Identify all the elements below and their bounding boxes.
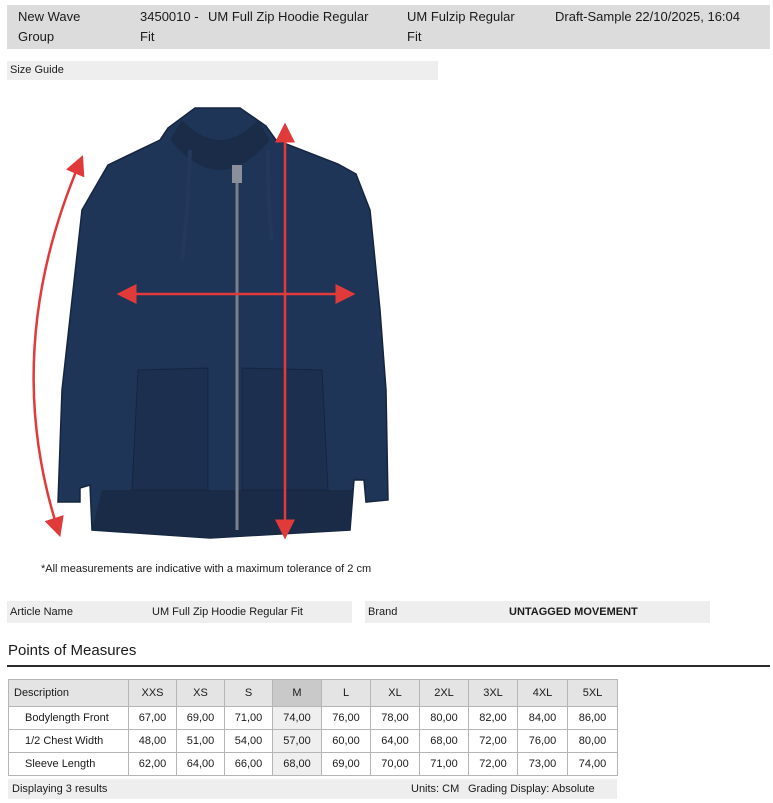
points-of-measures-title: Points of Measures bbox=[8, 642, 137, 659]
table-cell: 67,00 bbox=[129, 707, 177, 730]
brand-row bbox=[365, 601, 710, 623]
table-cell: 66,00 bbox=[225, 753, 273, 776]
size-header-xs[interactable]: XS bbox=[177, 680, 225, 707]
size-header-xxs[interactable]: XXS bbox=[129, 680, 177, 707]
table-cell: 71,00 bbox=[225, 707, 273, 730]
table-cell: 64,00 bbox=[371, 730, 420, 753]
table-cell: 48,00 bbox=[129, 730, 177, 753]
company-name-line2: Group bbox=[18, 29, 55, 44]
table-cell: 74,00 bbox=[568, 753, 618, 776]
article-title-line1: UM Full Zip Hoodie Regular bbox=[208, 9, 369, 24]
table-cell: 62,00 bbox=[129, 753, 177, 776]
hoodie-image bbox=[58, 108, 388, 538]
row-label-bodylength-front: Bodylength Front bbox=[9, 707, 129, 730]
grading-display-label: Grading Display: Absolute bbox=[468, 783, 595, 795]
table-cell: 60,00 bbox=[322, 730, 371, 753]
table-header-row bbox=[9, 680, 618, 707]
row-label-chest-width: 1/2 Chest Width bbox=[9, 730, 129, 753]
table-row bbox=[9, 730, 618, 753]
results-count: Displaying 3 results bbox=[12, 783, 108, 795]
table-cell: 80,00 bbox=[420, 707, 469, 730]
table-cell: 84,00 bbox=[518, 707, 568, 730]
table-cell: 74,00 bbox=[273, 707, 322, 730]
section-divider bbox=[7, 665, 770, 667]
size-header-l[interactable]: L bbox=[322, 680, 371, 707]
table-cell: 76,00 bbox=[322, 707, 371, 730]
company-name-line1: New Wave bbox=[18, 9, 81, 24]
size-header-2xl[interactable]: 2XL bbox=[420, 680, 469, 707]
size-guide-label: Size Guide bbox=[7, 61, 438, 80]
points-of-measures-table bbox=[8, 679, 618, 776]
size-header-4xl[interactable]: 4XL bbox=[518, 680, 568, 707]
table-row bbox=[9, 753, 618, 776]
article-alt-name-line1: UM Fulzip Regular bbox=[407, 9, 515, 24]
table-cell: 72,00 bbox=[469, 730, 518, 753]
table-cell: 71,00 bbox=[420, 753, 469, 776]
article-title-line2: Fit bbox=[140, 29, 155, 44]
table-cell: 73,00 bbox=[518, 753, 568, 776]
brand-value: UNTAGGED MOVEMENT bbox=[509, 606, 638, 618]
table-cell: 80,00 bbox=[568, 730, 618, 753]
table-footer bbox=[8, 779, 617, 799]
table-cell: 69,00 bbox=[322, 753, 371, 776]
table-cell: 70,00 bbox=[371, 753, 420, 776]
table-cell: 68,00 bbox=[420, 730, 469, 753]
article-name-row bbox=[7, 601, 352, 623]
table-cell: 76,00 bbox=[518, 730, 568, 753]
document-status: Draft-Sample 22/10/2025, 16:04 bbox=[555, 9, 741, 24]
article-name-label: Article Name bbox=[10, 606, 73, 618]
table-cell: 54,00 bbox=[225, 730, 273, 753]
size-header-5xl[interactable]: 5XL bbox=[568, 680, 618, 707]
table-cell: 51,00 bbox=[177, 730, 225, 753]
units-label: Units: CM bbox=[411, 783, 460, 795]
article-name-value: UM Full Zip Hoodie Regular Fit bbox=[152, 606, 303, 618]
document-header bbox=[7, 5, 770, 49]
hoodie-size-diagram bbox=[20, 90, 420, 550]
table-cell: 64,00 bbox=[177, 753, 225, 776]
size-header-s[interactable]: S bbox=[225, 680, 273, 707]
size-header-3xl[interactable]: 3XL bbox=[469, 680, 518, 707]
article-number: 3450010 - bbox=[140, 9, 199, 24]
table-cell: 82,00 bbox=[469, 707, 518, 730]
row-label-sleeve-length: Sleeve Length bbox=[9, 753, 129, 776]
tolerance-note: *All measurements are indicative with a maximum tolerance of 2 cm bbox=[41, 563, 372, 575]
article-alt-name-line2: Fit bbox=[407, 29, 422, 44]
table-cell: 78,00 bbox=[371, 707, 420, 730]
size-header-m[interactable]: M bbox=[273, 680, 322, 707]
table-cell: 86,00 bbox=[568, 707, 618, 730]
brand-label: Brand bbox=[368, 606, 398, 618]
table-cell: 68,00 bbox=[273, 753, 322, 776]
description-header[interactable]: Description bbox=[9, 680, 129, 707]
size-header-xl[interactable]: XL bbox=[371, 680, 420, 707]
table-cell: 57,00 bbox=[273, 730, 322, 753]
table-cell: 72,00 bbox=[469, 753, 518, 776]
table-row bbox=[9, 707, 618, 730]
table-cell: 69,00 bbox=[177, 707, 225, 730]
